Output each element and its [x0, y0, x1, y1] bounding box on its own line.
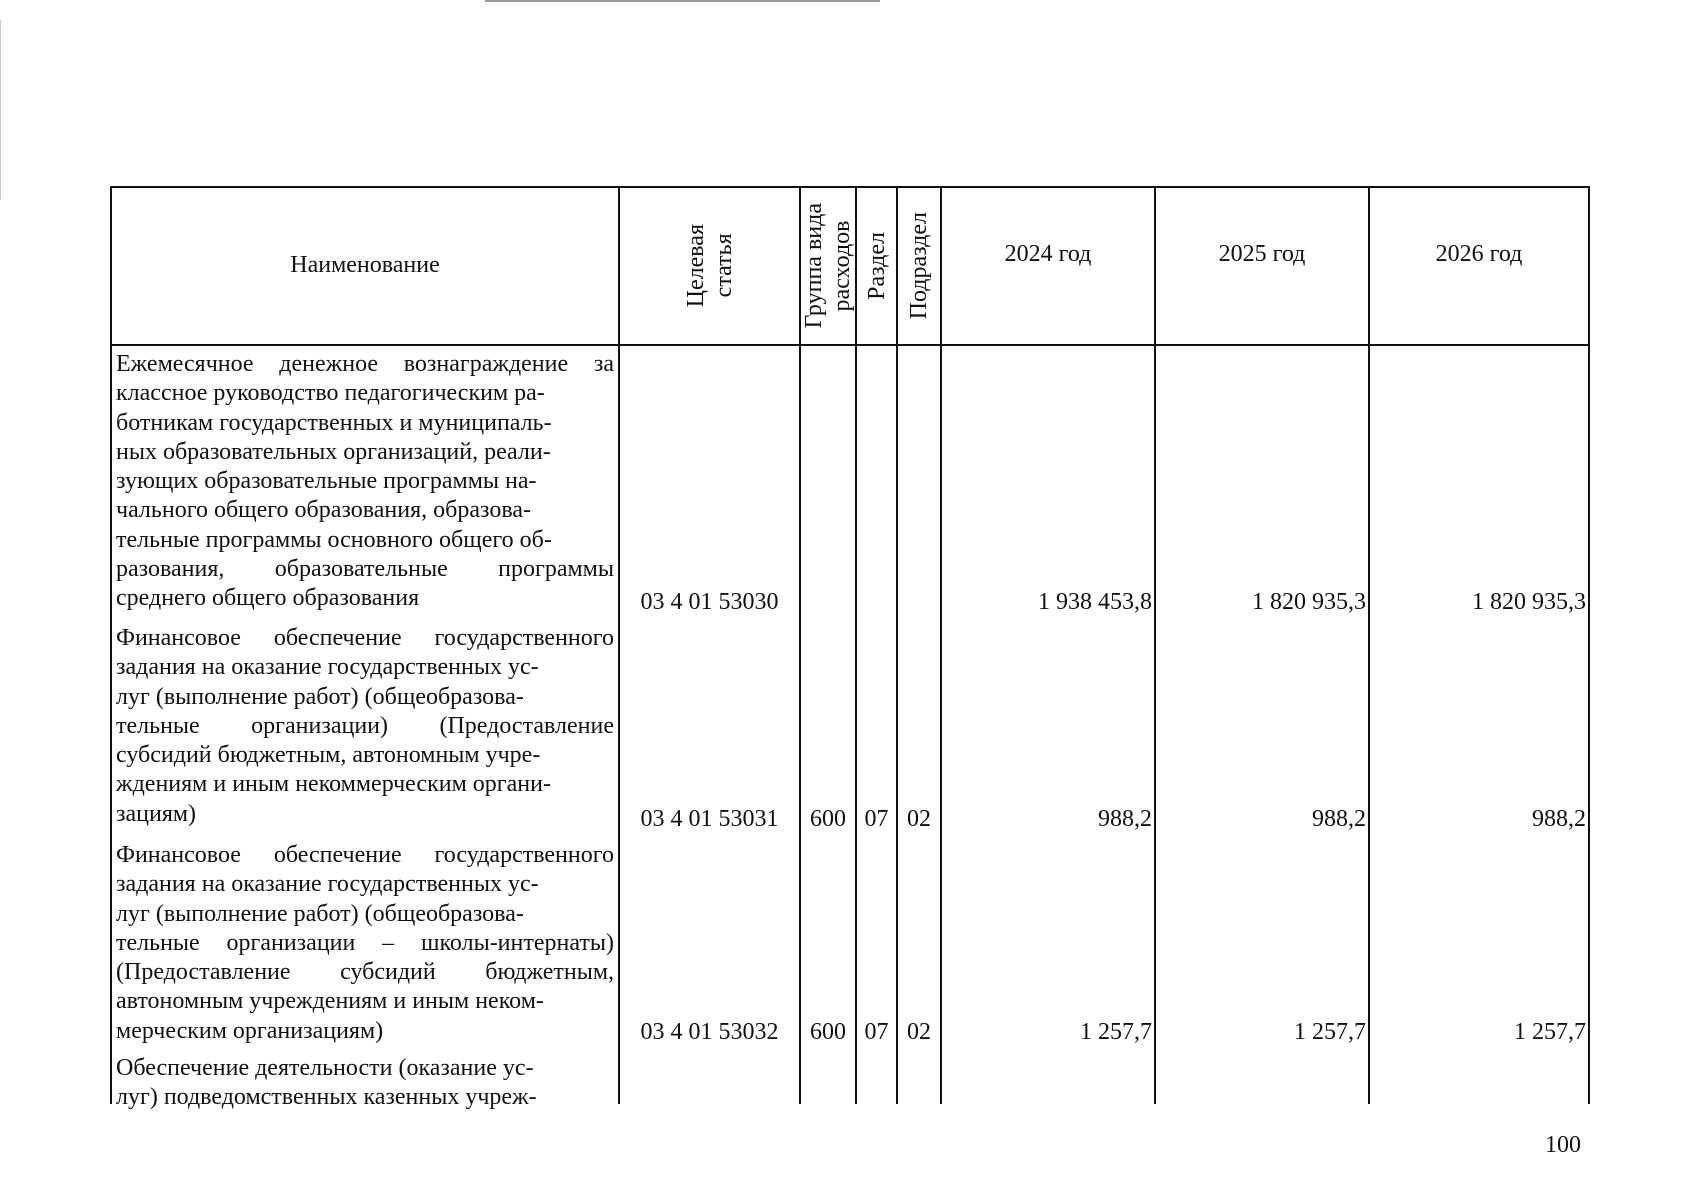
row-1-y2026: [1370, 346, 1590, 620]
header-target-article-cell: [620, 188, 801, 346]
row-4-y2026: [1370, 1050, 1590, 1104]
row-4-target-article: [620, 1050, 801, 1104]
header-expense-group-cell: [801, 188, 857, 346]
row-1-target-article-text: 03 4 01 53030: [640, 588, 779, 615]
row-2-subsection-text: 02: [907, 805, 931, 832]
row-3-expense-group: [801, 837, 857, 1050]
row-2-y2025: [1156, 620, 1370, 837]
row-3-section-text: 07: [864, 1018, 889, 1045]
header-target-article: Целевая статья: [682, 224, 737, 308]
row-4-subsection: [898, 1050, 942, 1104]
row-1-section: [857, 346, 898, 620]
row-4-y2024: [942, 1050, 1156, 1104]
row-2-section-text: 07: [864, 805, 889, 832]
row-3-y2025-text: 1 257,7: [1294, 1018, 1366, 1045]
row-2-y2026-text: 988,2: [1532, 805, 1586, 832]
row-4-y2025: [1156, 1050, 1370, 1104]
row-2-expense-group-text: 600: [810, 805, 846, 832]
row-3-y2024-text: 1 257,7: [1080, 1018, 1152, 1045]
row-2-section: [857, 620, 898, 837]
row-1-y2025-text: 1 820 935,3: [1252, 588, 1366, 615]
row-1-target-article: [620, 346, 801, 620]
row-2-y2025-text: 988,2: [1312, 805, 1366, 832]
row-3-target-article: [620, 837, 801, 1050]
row-4-section: [857, 1050, 898, 1104]
row-2-subsection: [898, 620, 942, 837]
budget-table: [110, 186, 1590, 1111]
row-1-y2024-text: 1 938 453,8: [1038, 588, 1152, 615]
row-3-target-article-text: 03 4 01 53032: [640, 1018, 779, 1045]
row-2-target-article-text: 03 4 01 53031: [640, 805, 779, 832]
row-3-name: Финансовое обеспечение государственного задания на оказание государственных ус- луг (выполнение работ) (общеобразова- тельные организации – школы-интернаты) (Предоставление субсидий бюджетным, автономным учреждениям и иным неком- мерческим организациям): [112, 837, 620, 1050]
page-number: 100: [1545, 1132, 1581, 1158]
row-3-y2026-text: 1 257,7: [1514, 1018, 1586, 1045]
scan-artifact-line: [485, 0, 880, 2]
scan-artifact-edge: [0, 20, 1, 200]
row-3-subsection: [898, 837, 942, 1050]
header-year-2024: 2024 год: [942, 188, 1156, 346]
row-2-target-article: [620, 620, 801, 837]
row-2-name: Финансовое обеспечение государственного задания на оказание государственных ус- луг (выполнение работ) (общеобразова- тельные организации) (Предоставление субсидий бюджетным, автономным учре- ждениям и иным некоммерческим органи- зациям): [112, 620, 620, 837]
row-1-name: Ежемесячное денежное вознаграждение за классное руководство педагогическим ра- ботникам государственных и муниципаль- ных образовательных организаций, реали- зующих образовательные программы на- чального общего образования, образова- тельные программы основного общего об- разования, образовательные программы среднего общего образования: [112, 346, 620, 620]
header-expense-group: Группа вида расходов: [801, 203, 855, 329]
row-3-subsection-text: 02: [907, 1018, 931, 1045]
row-1-y2026-text: 1 820 935,3: [1472, 588, 1586, 615]
row-2-y2026: [1370, 620, 1590, 837]
row-2-y2024-text: 988,2: [1098, 805, 1152, 832]
header-subsection-cell: [898, 188, 942, 346]
row-4-name: Обеспечение деятельности (оказание ус- луг) подведомственных казенных учреж-: [112, 1050, 620, 1104]
row-3-y2026: [1370, 837, 1590, 1050]
row-1-y2024: [942, 346, 1156, 620]
row-3-y2025: [1156, 837, 1370, 1050]
header-year-2025: 2025 год: [1156, 188, 1370, 346]
row-2-expense-group: [801, 620, 857, 837]
row-1-y2025: [1156, 346, 1370, 620]
header-year-2026: 2026 год: [1370, 188, 1590, 346]
row-1-expense-group: [801, 346, 857, 620]
header-subsection: Подраздел: [906, 212, 932, 320]
header-section-cell: [857, 188, 898, 346]
row-3-expense-group-text: 600: [810, 1018, 846, 1045]
header-name: Наименование: [112, 188, 620, 346]
header-section: Раздел: [863, 232, 890, 300]
row-1-subsection: [898, 346, 942, 620]
row-3-section: [857, 837, 898, 1050]
row-2-y2024: [942, 620, 1156, 837]
row-3-y2024: [942, 837, 1156, 1050]
row-4-expense-group: [801, 1050, 857, 1104]
